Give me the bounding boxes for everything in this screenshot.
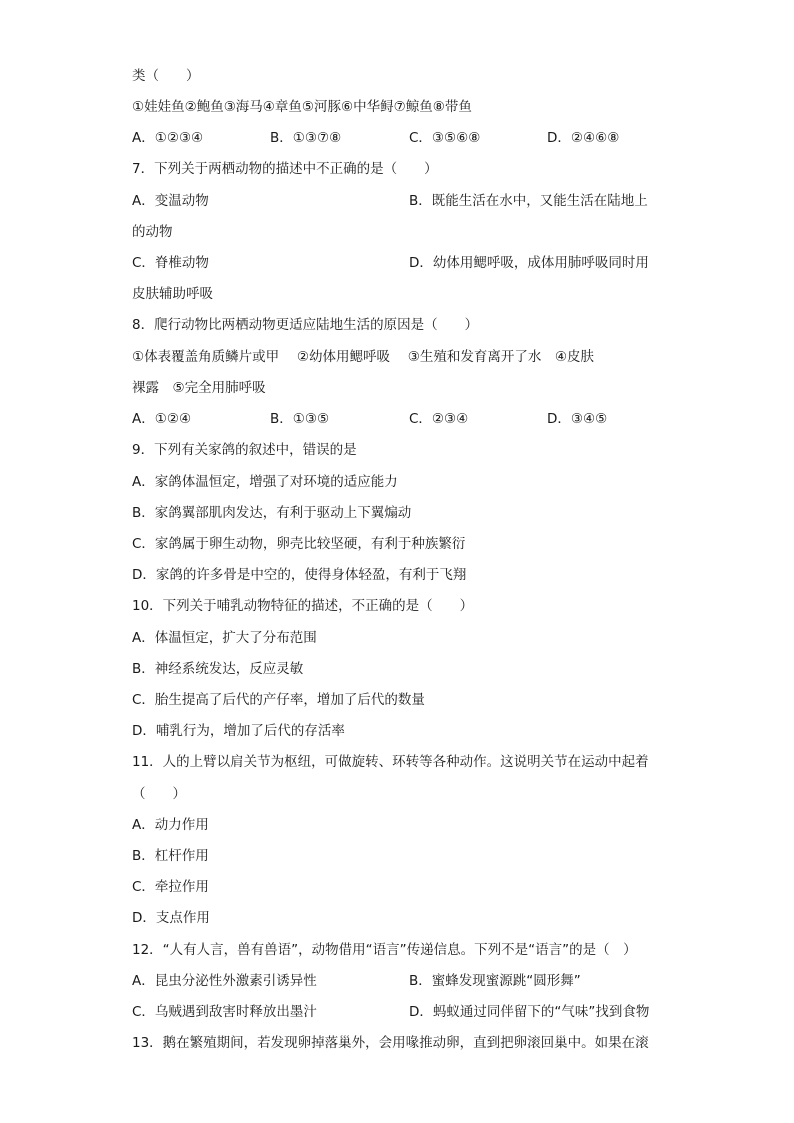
q6-option-b[interactable]: B．①③⑦⑧ bbox=[270, 130, 342, 146]
q12-stem: 12．“人有人言，兽有兽语”，动物借用“语言”传递信息。下列不是“语言”的是（ ） bbox=[132, 942, 637, 958]
q13-stem: 13．鹅在繁殖期间，若发现卵掉落巢外，会用喙推动卵，直到把卵滚回巢中。如果在滚 bbox=[132, 1035, 649, 1051]
q10-option-a[interactable]: A．体温恒定，扩大了分布范围 bbox=[132, 630, 317, 646]
q6-option-c[interactable]: C．③⑤⑥⑧ bbox=[409, 130, 481, 146]
q11-option-b[interactable]: B．杠杆作用 bbox=[132, 848, 209, 864]
q11-option-d[interactable]: D．支点作用 bbox=[132, 910, 210, 926]
q7-option-b-wrap: 的动物 bbox=[132, 224, 173, 240]
q7-option-d[interactable]: D．幼体用鳃呼吸，成体用肺呼吸同时用 bbox=[409, 255, 649, 271]
q11-stem-line1: 11．人的上臂以肩关节为枢纽，可做旋转、环转等各种动作。这说明关节在运动中起着 bbox=[132, 754, 649, 770]
q11-stem-line2: （ ） bbox=[132, 786, 186, 802]
q7-option-a[interactable]: A．变温动物 bbox=[132, 193, 209, 209]
q11-option-c[interactable]: C．牵拉作用 bbox=[132, 879, 209, 895]
q9-option-c[interactable]: C．家鸽属于卵生动物，卵壳比较坚硬，有利于种族繁衍 bbox=[132, 536, 466, 552]
q8-option-c[interactable]: C．②③④ bbox=[409, 411, 469, 427]
q12-option-c[interactable]: C．乌贼遇到敌害时释放出墨汁 bbox=[132, 1004, 317, 1020]
q10-stem: 10．下列关于哺乳动物特征的描述，不正确的是（ ） bbox=[132, 598, 474, 614]
q7-option-d-wrap: 皮肤辅助呼吸 bbox=[132, 286, 213, 302]
q7-option-b[interactable]: B．既能生活在水中，又能生活在陆地上 bbox=[409, 193, 648, 209]
q8-stem: 8．爬行动物比两栖动物更适应陆地生活的原因是（ ） bbox=[132, 317, 479, 333]
q8-option-a[interactable]: A．①②④ bbox=[132, 411, 192, 427]
q8-option-d[interactable]: D．③④⑤ bbox=[547, 411, 608, 427]
q11-option-a[interactable]: A．动力作用 bbox=[132, 817, 209, 833]
q10-option-b[interactable]: B．神经系统发达，反应灵敏 bbox=[132, 661, 304, 677]
q8-items-line2: 裸露 ⑤完全用肺呼吸 bbox=[132, 380, 266, 396]
q10-option-c[interactable]: C．胎生提高了后代的产仔率，增加了后代的数量 bbox=[132, 692, 425, 708]
q9-stem: 9．下列有关家鸽的叙述中，错误的是 bbox=[132, 442, 357, 458]
q9-option-b[interactable]: B．家鸽翼部肌肉发达，有利于驱动上下翼煽动 bbox=[132, 505, 412, 521]
q6-option-d[interactable]: D．②④⑥⑧ bbox=[547, 130, 620, 146]
q9-option-a[interactable]: A．家鸽体温恒定，增强了对环境的适应能力 bbox=[132, 474, 398, 490]
q12-option-b[interactable]: B．蜜蜂发现蜜源跳“圆形舞” bbox=[409, 973, 581, 989]
q7-stem: 7．下列关于两栖动物的描述中不正确的是（ ） bbox=[132, 161, 438, 177]
q12-option-a[interactable]: A．昆虫分泌性外激素引诱异性 bbox=[132, 973, 317, 989]
q7-option-c[interactable]: C．脊椎动物 bbox=[132, 255, 209, 271]
q10-option-d[interactable]: D．哺乳行为，增加了后代的存活率 bbox=[132, 723, 345, 739]
q6-stem-tail: 类（ ） bbox=[132, 68, 200, 84]
q6-option-a[interactable]: A．①②③④ bbox=[132, 130, 204, 146]
q12-option-d[interactable]: D．蚂蚁通过同伴留下的“气味”找到食物 bbox=[409, 1004, 650, 1020]
q8-option-b[interactable]: B．①③⑤ bbox=[270, 411, 330, 427]
q9-option-d[interactable]: D．家鸽的许多骨是中空的，使得身体轻盈，有利于飞翔 bbox=[132, 567, 467, 583]
q6-items: ①娃娃鱼②鲍鱼③海马④章鱼⑤河豚⑥中华鲟⑦鲸鱼⑧带鱼 bbox=[132, 99, 472, 115]
q8-items-line1: ①体表覆盖角质鳞片或甲 ②幼体用鳃呼吸 ③生殖和发育离开了水 ④皮肤 bbox=[132, 349, 594, 365]
